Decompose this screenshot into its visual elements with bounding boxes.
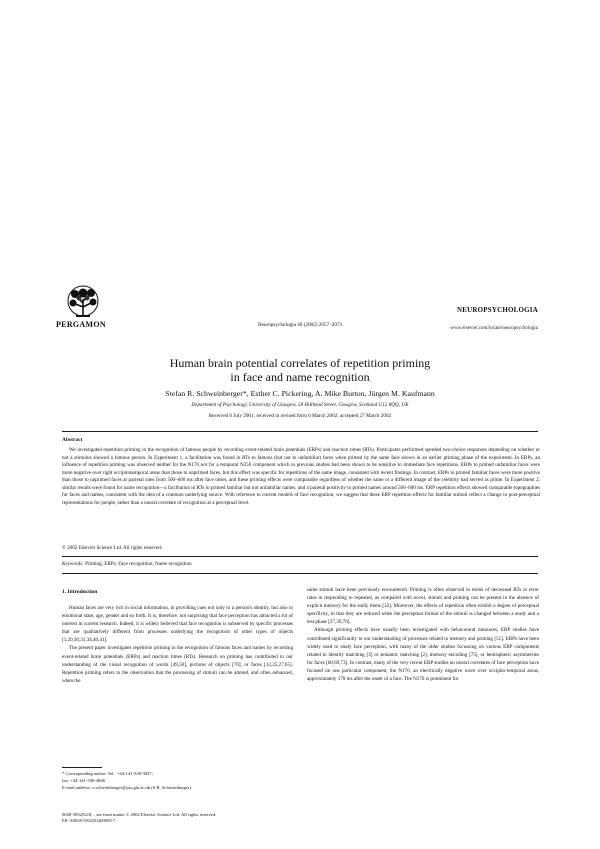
author-list: Stefan R. Schweinberger*, Esther C. Pickering, A. Mike Burton, Jürgen M. Kaufmann	[165, 389, 435, 398]
issn-block	[62, 812, 216, 825]
footnote-corresponding: * Corresponding author. Tel.: +44-141-330-3947;	[62, 771, 153, 776]
publisher-name: PERGAMON	[56, 320, 106, 329]
email-address-link[interactable]: s.schweinberger@psy.gla.ac.uk (S.R. Schweinberger).	[91, 784, 193, 790]
paragraph: Although priming effects have usually been investigated with behavioural measures, ERP studies have contributed significantly to our understanding of processes related to memory and priming [51]. ERPs have been widely used to study face perception, with many of the older studies focussing on various ERP components related to identity matching [3] or semantic matching [2], memory encoding [75], or hemispheric asymmetries for faces [68,69,73]. In contrast, many of the very recent ERP studies on neural correlates of face perception have focused on one particular component, the N170, an electrically negative wave over occipito-temporal areas, approximately 170 ms after the onset of a face. The N170 is prominent for	[307, 627, 539, 683]
divider-keywords	[62, 556, 538, 557]
publisher-logo	[60, 285, 106, 321]
journal-url-link[interactable]: www.elsevier.com/locate/neuropsychologia	[450, 326, 538, 331]
section-heading: 1. Introduction	[62, 589, 98, 595]
paragraph: The present paper investigates repetition priming in the recognition of famous faces and names by recording event-related brain potentials (ERPs) and reaction times (RTs). Research on priming has contributed to our understanding of the visual recognition of words [49,50], pictures of objects [70], or faces [12,25,27,65]. Repetition priming refers to the observation that the processing of stimuli can be altered, and often enhanced, when the	[62, 645, 293, 684]
title-line-1: Human brain potential correlates of repetition priming	[169, 356, 431, 370]
paragraph: Human faces are very rich in social information, in providing cues not only to a person's identity, but also to emotional state, age, gender and so forth. It is, therefore, not surprising that face perception has attracted a lot of interest in current research. Indeed, it is widely believed that face recognition is subserved by specific processes that are qualitatively different from processes underlying the recognition of other types of objects [1,20,30,31,34,40,41].	[62, 605, 293, 644]
received-dates: Received 6 July 2001; received in revised form 6 March 2002; accepted 27 March 2002	[208, 413, 392, 419]
right-column	[307, 586, 539, 683]
footnotes	[62, 771, 292, 791]
title-line-2: in face and name recognition	[230, 370, 370, 384]
footnote-email	[62, 785, 292, 792]
journal-brand: NEUROPSYCHOLOGIA	[457, 306, 538, 314]
divider-top	[62, 431, 538, 432]
abstract-heading: Abstract	[62, 437, 83, 443]
paragraph: same stimuli have been previously encountered. Priming is often observed in terms of decreased RTs or error rates in responding to repeated, as compared with novel, stimuli and priming can be present in the absence of explicit memory for the study items [32]. Moreover, the effects of repetition often exhibit a degree of perceptual specificity, in that they are reduced when the perceptual format of the stimuli is changed between a study and a test phase [27,39,76].	[307, 587, 539, 626]
tree-emblem-icon	[63, 285, 103, 321]
journal-citation: Neuropsychologia 40 (2002) 2057–2073	[257, 322, 343, 328]
footnote-divider	[62, 767, 102, 768]
article-title	[60, 356, 540, 384]
email-label: E-mail address:	[62, 784, 92, 790]
pii-line: PII: S0028-3932(02)00050-7	[62, 818, 116, 824]
keywords	[62, 561, 192, 567]
left-column	[62, 604, 293, 685]
keywords-list: Priming; ERPs; Face recognition; Name recognition	[83, 561, 192, 567]
divider-bottom	[62, 573, 538, 574]
keywords-label: Keywords:	[62, 561, 84, 567]
issn-line: 0028-3932/02/$ – see front matter © 2002 Elsevier Science Ltd. All rights reserved.	[62, 812, 217, 817]
copyright-notice: © 2002 Elsevier Science Ltd. All rights reserved.	[62, 545, 163, 551]
footnote-fax: fax: +44-141-330-4606.	[62, 777, 107, 783]
abstract-text: We investigated repetition priming in the recognition of famous people by recording event-related brain potentials (ERPs) and reaction times (RTs). Participants performed speeded two-choice responses depending on whether or not a stimulus showed a famous person. In Experiment 1, a facilitation was found in RTs to famous (but not to unfamiliar) faces when primed by the same face shown in an earlier priming phase of the experiment. In ERPs, an influence of repetition priming was observed neither for the N170 nor for a temporal N250 component which in previous studies had been shown to be sensitive to immediate face repetitions. ERPs to primed unfamiliar faces were more negative over right occipitotemporal areas than those to unprimed faces, but this effect was specific for repetitions of the same image, consistent with recent findings. In contrast, ERPs to primed familiar faces were more positive than those to unprimed faces at parietal sites from 500–600 ms after face onset, and these priming effects were comparable regardless of whether the same or a different image of the celebrity had served as prime. In Experiment 2, similar results were found for name recognition—a facilitation in RTs to primed familiar but not unfamiliar names, and a parietal positivity to primed names around 500–600 ms. ERP repetition effects showed comparable topographies for faces and names, consistent with the idea of a common underlying source. With reference to current models of face recognition, we suggest that these ERP repetition effects for familiar stimuli reflect a change in post-perceptual representations for people, rather than a neural correlate of recognition at a perceptual level.	[62, 447, 540, 506]
affiliation: Department of Psychology, University of Glasgow, 58 Hillhead Street, Glasgow, Scotland G12 8QQ, UK	[191, 402, 409, 408]
